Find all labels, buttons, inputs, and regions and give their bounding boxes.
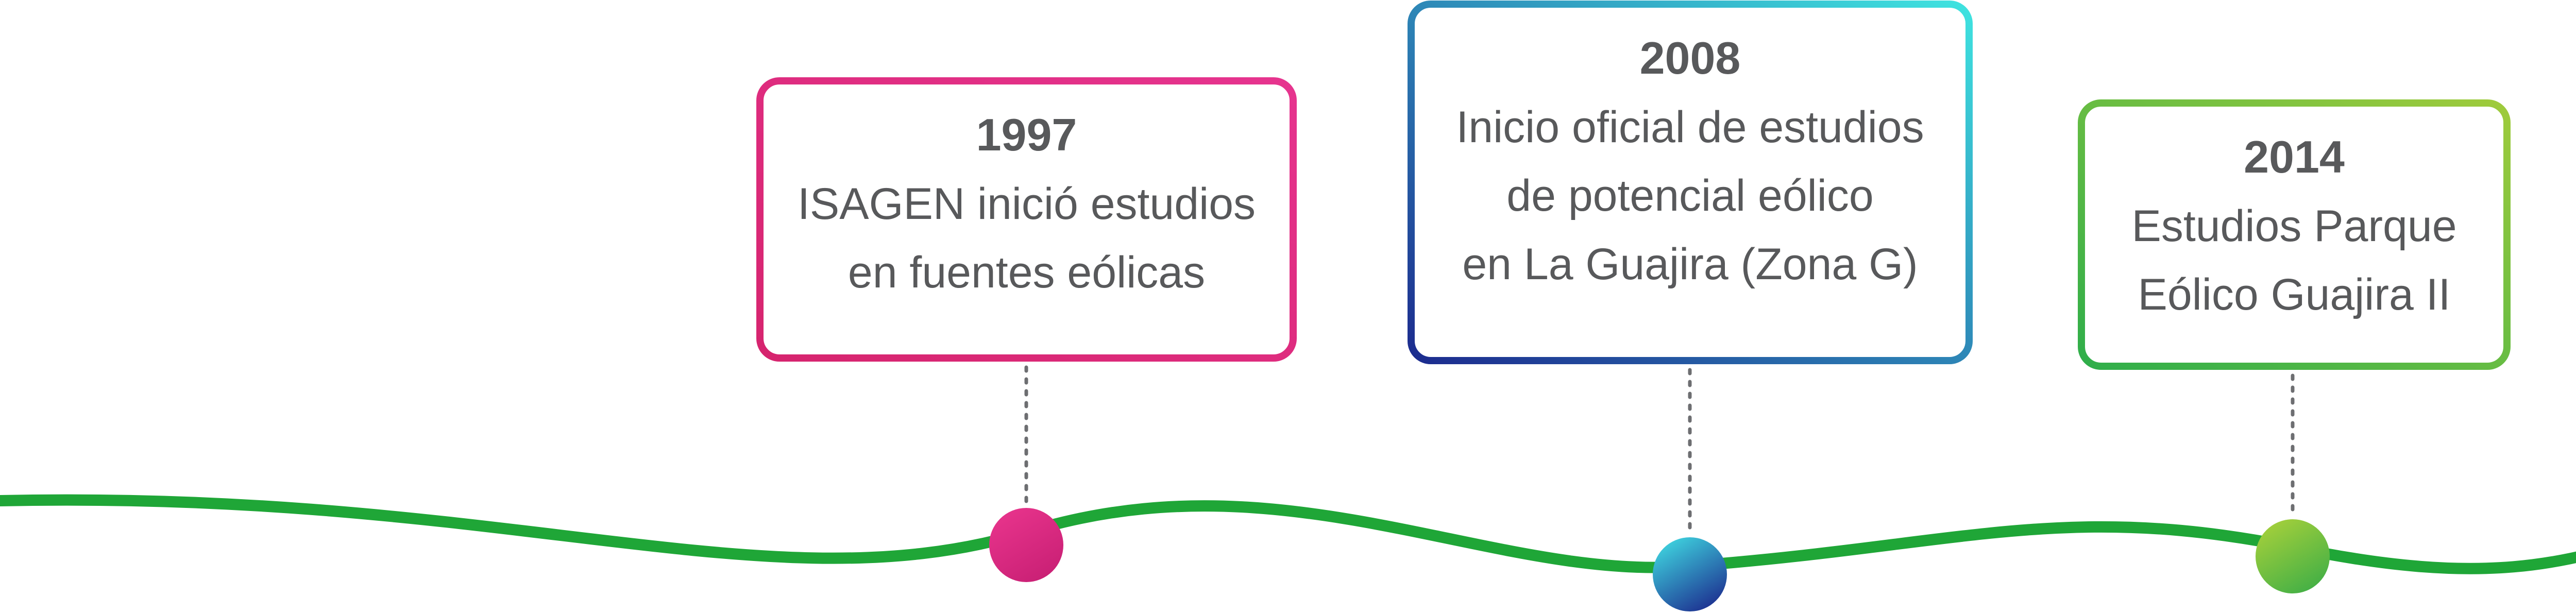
timeline-dot-1997 xyxy=(989,508,1063,582)
event-card-1997 xyxy=(760,81,1293,358)
event-year: 2014 xyxy=(2244,131,2345,182)
event-description-line: ISAGEN inició estudios xyxy=(797,179,1256,229)
event-year: 1997 xyxy=(976,109,1077,160)
event-description-line: Eólico Guajira II xyxy=(2138,270,2451,319)
event-description-line: en fuentes eólicas xyxy=(848,248,1206,297)
event-description-line: de potencial eólico xyxy=(1506,171,1874,220)
event-description-line: Inicio oficial de estudios xyxy=(1456,103,1924,152)
event-card-2014 xyxy=(2081,103,2507,366)
event-description-line: en La Guajira (Zona G) xyxy=(1462,240,1918,289)
timeline-wave xyxy=(0,499,2576,569)
event-description-line: Estudios Parque xyxy=(2131,201,2457,251)
event-card-2008 xyxy=(1411,4,1969,361)
event-year: 2008 xyxy=(1639,32,1741,83)
timeline-dot-2014 xyxy=(2256,519,2330,593)
timeline-dot-2008 xyxy=(1653,537,1727,611)
